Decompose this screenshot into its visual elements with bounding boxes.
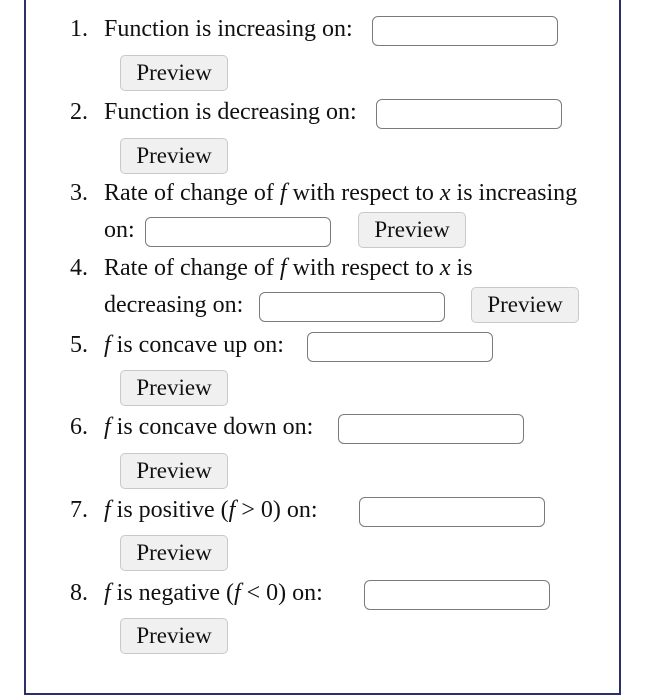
question-3-text-line2: on: [104,217,135,243]
f-symbol: f [233,580,241,606]
question-7-text: f is positive (f > 0) on: [104,497,318,523]
question-2-preview-button[interactable]: Preview [120,138,228,174]
f-symbol: f [104,580,111,606]
question-7-answer-input[interactable] [359,497,545,527]
question-5-preview-button[interactable]: Preview [120,370,228,406]
question-6-text: f is concave down on: [104,414,314,440]
question-7-preview-button[interactable]: Preview [120,535,228,571]
question-8-text: f is negative (f < 0) on: [104,580,323,606]
question-7-number: 7. [70,497,88,523]
question-1-number: 1. [70,16,88,42]
x-symbol: x [439,255,451,281]
question-5-text: f is concave up on: [104,332,284,358]
question-3-number: 3. [70,180,88,206]
question-8-number: 8. [70,580,88,606]
question-6-preview-button[interactable]: Preview [120,453,228,489]
question-4-text: Rate of change of f with respect to x is [104,255,473,281]
question-5-number: 5. [70,332,88,358]
f-symbol: f [104,414,111,440]
x-symbol: x [439,180,451,206]
question-4-number: 4. [70,255,88,281]
question-3-answer-input[interactable] [145,217,331,247]
f-symbol: f [279,255,287,281]
question-6-number: 6. [70,414,88,440]
question-8-answer-input[interactable] [364,580,550,610]
question-4-answer-input[interactable] [259,292,445,322]
question-2-number: 2. [70,99,88,125]
question-1-preview-button[interactable]: Preview [120,55,228,91]
question-4-text-line2: decreasing on: [104,292,244,318]
f-symbol: f [228,497,236,523]
question-2-text: Function is decreasing on: [104,99,357,125]
question-8-preview-button[interactable]: Preview [120,618,228,654]
question-3-preview-button[interactable]: Preview [358,212,466,248]
f-symbol: f [104,332,111,358]
f-symbol: f [279,180,287,206]
question-4-preview-button[interactable]: Preview [471,287,579,323]
f-symbol: f [104,497,111,523]
question-3-text: Rate of change of f with respect to x is increasing [104,180,578,206]
question-6-answer-input[interactable] [338,414,524,444]
question-2-answer-input[interactable] [376,99,562,129]
question-1-text: Function is increasing on: [104,16,353,42]
question-1-answer-input[interactable] [372,16,558,46]
question-5-answer-input[interactable] [307,332,493,362]
